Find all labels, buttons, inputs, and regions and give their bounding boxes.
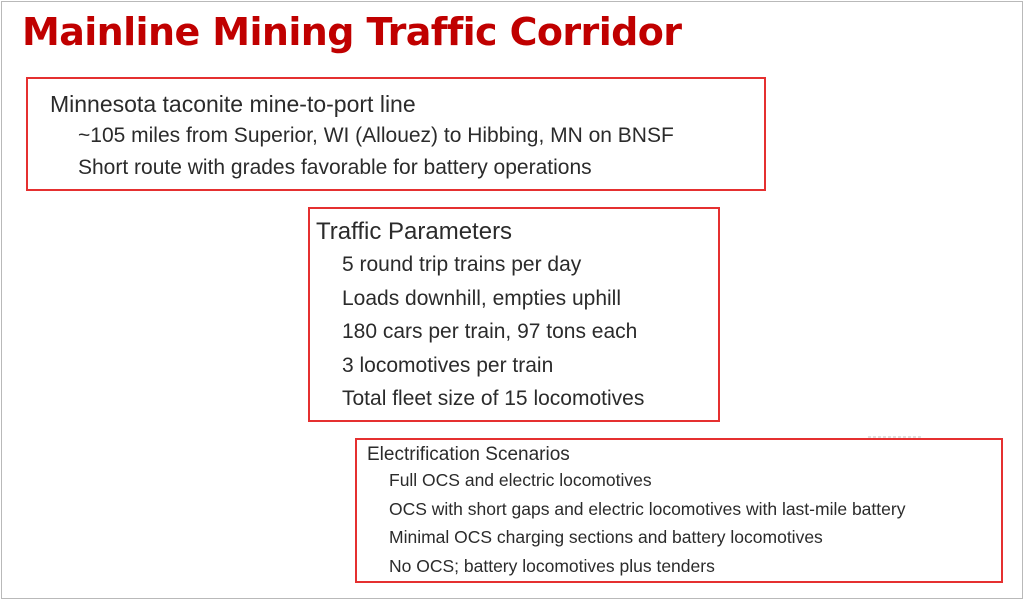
list-item: OCS with short gaps and electric locomotives with last-mile battery: [389, 498, 906, 519]
traffic-heading: Traffic Parameters: [316, 218, 513, 245]
list-item: Minimal OCS charging sections and battery locomotives: [389, 527, 823, 547]
route-heading: Minnesota taconite mine-to-port line: [50, 91, 416, 117]
traffic-list: [316, 248, 718, 416]
list-item: 180 cars per train, 97 tons each: [342, 320, 638, 344]
traffic-parameters-box: [308, 207, 720, 422]
list-item: 3 locomotives per train: [342, 353, 554, 377]
route-box: [26, 77, 766, 191]
route-list: [50, 120, 764, 184]
slide: [1, 1, 1023, 599]
list-item: Loads downhill, empties uphill: [342, 286, 621, 310]
slide-title: Mainline Mining Traffic Corridor: [22, 10, 682, 54]
list-item: No OCS; battery locomotives plus tenders: [389, 555, 715, 576]
list-item: ~105 miles from Superior, WI (Allouez) to Hibbing, MN on BNSF: [78, 124, 674, 147]
list-item: Total fleet size of 15 locomotives: [342, 387, 645, 411]
scenarios-list: [367, 466, 1001, 580]
list-item: 5 round trip trains per day: [342, 253, 582, 276]
list-item: Full OCS and electric locomotives: [389, 470, 652, 490]
list-item: Short route with grades favorable for battery operations: [78, 156, 592, 179]
electrification-scenarios-box: [355, 438, 1003, 583]
scenarios-heading: Electrification Scenarios: [367, 444, 570, 465]
